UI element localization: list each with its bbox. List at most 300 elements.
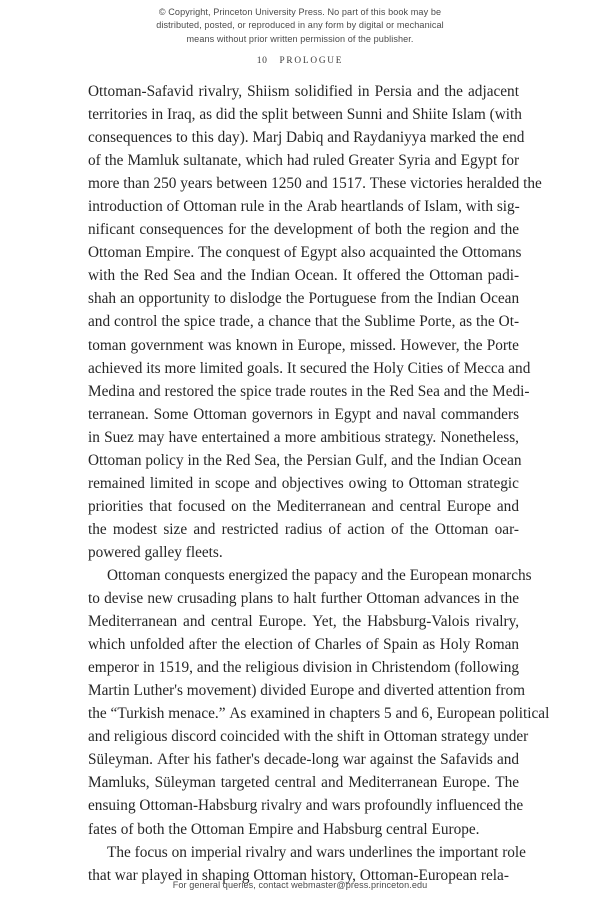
text-line <box>88 564 532 587</box>
word: Sublime <box>364 313 416 331</box>
word: in <box>268 198 281 216</box>
word: These <box>369 175 407 193</box>
copyright-notice <box>0 6 600 46</box>
word: as <box>422 636 436 654</box>
word: adjacent <box>468 83 519 100</box>
word: important <box>438 843 499 861</box>
text-line <box>88 264 519 287</box>
word: 1519, <box>158 659 193 677</box>
word: and <box>473 221 496 239</box>
word: “Turkish <box>110 705 165 723</box>
word: rivalry, <box>475 613 520 631</box>
word: Persian <box>306 451 352 469</box>
word: Süleyman. <box>88 751 154 769</box>
word: Ocean. <box>294 267 338 285</box>
text-line <box>88 449 522 472</box>
word: naval <box>402 405 436 423</box>
word: for <box>501 152 520 170</box>
word: Ottoman <box>253 866 307 884</box>
word: Egypt <box>460 152 498 170</box>
word: Ottoman-Safavid <box>88 83 194 100</box>
word: Europe. <box>442 774 491 792</box>
word: victories <box>410 175 463 193</box>
word: Mediterranean <box>88 613 178 631</box>
word: the <box>227 267 246 285</box>
word: Suez <box>104 428 134 446</box>
word: history, <box>310 866 357 884</box>
word: 5 <box>384 705 392 723</box>
word: years <box>180 175 213 193</box>
word: the <box>250 221 270 239</box>
word: discord <box>171 728 217 746</box>
word: the <box>161 313 181 331</box>
word: However, <box>400 336 460 354</box>
word: and <box>321 774 344 792</box>
word: that <box>149 497 172 515</box>
word: role <box>502 843 526 861</box>
page-number: 10 <box>256 55 268 66</box>
word: Ottoman <box>88 451 142 469</box>
word: and <box>361 566 384 584</box>
word: region <box>429 221 470 239</box>
word: Luther's <box>133 682 183 700</box>
text-line <box>88 149 519 172</box>
word: conquest <box>225 244 281 262</box>
word: Mecca <box>463 359 505 377</box>
word: Shiite <box>412 106 448 124</box>
word: divided <box>260 682 307 700</box>
word: in <box>317 405 330 423</box>
word: oar- <box>494 520 519 538</box>
word: plans <box>240 590 274 608</box>
word: spice <box>183 313 216 331</box>
word: restored <box>164 382 214 400</box>
word: goals. <box>246 359 284 377</box>
word: Medina <box>88 382 135 400</box>
word: Habsburg <box>323 820 383 838</box>
word: religious <box>113 728 168 746</box>
word: Sea <box>173 267 196 285</box>
word: of <box>283 244 297 262</box>
word: father's <box>215 751 260 769</box>
word: central <box>210 613 253 631</box>
word: Ottoman <box>183 198 237 216</box>
word: after <box>188 636 217 654</box>
word: European <box>436 705 496 723</box>
word: Habsburg-Valois <box>367 613 470 631</box>
text-line <box>88 725 529 748</box>
word: and <box>290 843 313 861</box>
text-line <box>88 818 519 841</box>
word: Islam, <box>424 198 462 216</box>
word: the <box>104 152 124 170</box>
word: 1250 <box>271 175 302 193</box>
word: central <box>399 497 442 515</box>
text-line <box>88 80 519 103</box>
running-head-title: PROLOGUE <box>279 56 344 66</box>
word: wars <box>316 843 345 861</box>
word: Mamluks, <box>88 774 150 792</box>
word: in <box>88 428 100 446</box>
word: of <box>166 198 180 216</box>
word: the <box>88 705 107 723</box>
word: 1517. <box>331 175 366 193</box>
word: unfolded <box>129 636 185 654</box>
word: terranean. <box>88 405 149 423</box>
word: his <box>193 751 212 769</box>
word: consequences <box>139 221 224 239</box>
word: have <box>168 428 198 446</box>
text-line <box>88 679 525 702</box>
word: more <box>284 428 317 446</box>
word: the <box>416 451 436 469</box>
word: of <box>447 359 460 377</box>
word: and <box>496 751 520 769</box>
word: did <box>215 106 236 124</box>
word: may <box>138 428 165 446</box>
word: as <box>199 106 213 124</box>
text-line <box>88 403 519 426</box>
word: Cities <box>407 359 444 377</box>
word: menace.” <box>168 705 226 723</box>
word: Indian <box>439 451 479 469</box>
word: the <box>439 244 459 262</box>
word: the <box>523 175 542 193</box>
word: and <box>434 152 457 170</box>
word: a <box>273 428 281 446</box>
paragraph-1 <box>88 80 542 564</box>
word: Ottoman <box>429 267 483 285</box>
word: of <box>391 520 404 538</box>
word: Ottoman <box>383 728 438 746</box>
word: under <box>493 728 529 746</box>
word: both <box>374 221 403 239</box>
word: The <box>107 843 131 861</box>
word: examined <box>250 705 310 723</box>
word: with <box>88 267 116 285</box>
word: new <box>147 590 173 608</box>
word: Europe, <box>297 336 346 354</box>
copyright-line-1: © Copyright, Princeton University Press. No part of this book may be <box>158 7 442 17</box>
word: in <box>355 659 368 677</box>
word: Ottoman <box>88 244 142 262</box>
word: the <box>217 382 237 400</box>
word: further <box>320 590 363 608</box>
word: padi- <box>487 267 520 285</box>
word: its <box>146 359 161 377</box>
word: an <box>120 290 135 308</box>
word: scope <box>214 474 250 492</box>
word: to <box>88 590 100 608</box>
word: both <box>137 820 165 838</box>
word: modest <box>112 520 158 538</box>
word: with <box>465 198 493 216</box>
word: Red <box>143 267 169 285</box>
text-line <box>88 702 550 725</box>
word: routes <box>309 382 348 400</box>
word: heralded <box>466 175 520 193</box>
word: Süleyman <box>154 774 216 792</box>
word: Europe. <box>258 613 307 631</box>
word: Red <box>389 382 414 400</box>
word: remained <box>88 474 145 492</box>
word: European <box>409 566 469 584</box>
word: size <box>163 520 188 538</box>
word: the <box>417 751 437 769</box>
text-line <box>88 495 519 518</box>
word: in <box>484 590 497 608</box>
word: The <box>495 774 520 792</box>
word: movement) <box>186 682 257 700</box>
word: Ottomans <box>461 244 522 262</box>
word: to <box>213 290 226 308</box>
word: election <box>244 636 293 654</box>
word: development <box>273 221 353 239</box>
text-line <box>88 287 519 310</box>
word: the <box>387 566 406 584</box>
word: the <box>444 83 463 100</box>
word: of <box>120 820 134 838</box>
word: and <box>327 129 350 147</box>
word: strategic <box>467 474 519 492</box>
word: to <box>175 129 188 147</box>
word: and <box>88 313 111 331</box>
word: Marj <box>252 129 283 147</box>
word: also <box>340 244 366 262</box>
word: the <box>500 590 520 608</box>
word: Ottoman <box>107 566 161 584</box>
word: the <box>285 290 305 308</box>
word: toman <box>88 336 127 354</box>
text-line <box>88 472 519 495</box>
text-line <box>88 241 522 264</box>
text-line <box>88 218 519 241</box>
word: Ottoman <box>190 820 245 838</box>
word: strategy. <box>384 428 437 446</box>
text-line <box>88 541 519 564</box>
word: in <box>187 451 200 469</box>
word: trade, <box>219 313 254 331</box>
word: more <box>164 359 196 377</box>
word: the <box>406 221 426 239</box>
word: Mediterranean <box>348 774 438 792</box>
text-line <box>88 334 519 357</box>
word: 250 <box>153 175 177 193</box>
word: action <box>347 520 385 538</box>
word: the <box>342 613 362 631</box>
word: conquests <box>164 566 225 584</box>
word: and <box>358 682 381 700</box>
word: Sea, <box>254 451 281 469</box>
word: the <box>203 451 222 469</box>
word: for <box>228 221 246 239</box>
word: and <box>508 359 531 377</box>
word: The <box>198 244 222 262</box>
text-line <box>88 587 519 610</box>
word: achieved <box>88 359 143 377</box>
word: 6, <box>421 705 433 723</box>
word: halt <box>293 590 317 608</box>
word: Christendom <box>371 659 451 677</box>
word: and <box>496 497 519 515</box>
word: of <box>88 152 101 170</box>
word: Ottoman <box>434 520 489 538</box>
word: influenced <box>436 797 501 815</box>
word: war <box>114 866 138 884</box>
word: limited <box>199 359 244 377</box>
word: targeted <box>220 774 270 792</box>
copyright-line-3: means without prior written permission of the publisher. <box>186 33 414 44</box>
word: in <box>198 474 211 492</box>
word: and <box>417 83 440 100</box>
word: day). <box>217 129 249 147</box>
word: Europe <box>310 682 355 700</box>
word: Mediterranean <box>276 497 366 515</box>
word: solidified <box>294 83 353 100</box>
copyright-line-2: distributed, posted, or reproduced in any form by digital or mechanical <box>156 20 444 31</box>
word: secured <box>300 359 347 377</box>
word: ensuing <box>88 797 136 815</box>
word: the <box>504 797 524 815</box>
word: the <box>463 336 483 354</box>
word: powered <box>88 543 141 561</box>
word: monarchs <box>472 566 532 584</box>
word: After <box>157 751 190 769</box>
word: consequences <box>88 129 173 147</box>
word: Ot- <box>498 313 520 331</box>
word: trade <box>275 382 306 400</box>
word: attention <box>437 682 492 700</box>
word: fates <box>88 820 117 838</box>
word: this <box>191 129 214 147</box>
word: Porte, <box>419 313 456 331</box>
word: Roman <box>474 636 520 654</box>
text-line <box>88 610 519 633</box>
word: the <box>469 382 489 400</box>
word: Charles <box>314 636 362 654</box>
word: and <box>395 705 418 723</box>
text-line <box>88 794 524 817</box>
word: and <box>386 106 409 124</box>
word: offered <box>356 267 401 285</box>
word: Europe. <box>431 820 480 838</box>
word: Medi- <box>492 382 530 400</box>
word: profoundly <box>364 797 433 815</box>
word: the <box>283 198 303 216</box>
word: against <box>369 751 414 769</box>
word: opportunity <box>138 290 210 308</box>
word: policy <box>145 451 184 469</box>
word: spice <box>240 382 272 400</box>
word: chapters <box>329 705 381 723</box>
word: Gulf, <box>355 451 388 469</box>
word: a <box>257 313 265 331</box>
word: focused <box>177 497 226 515</box>
word: central <box>386 820 428 838</box>
word: in <box>357 83 370 100</box>
word: ambitious <box>320 428 381 446</box>
word: and <box>375 405 398 423</box>
word: rela- <box>480 866 509 884</box>
word: crusading <box>177 590 237 608</box>
text-line <box>88 195 519 218</box>
word: in <box>368 728 380 746</box>
word: had <box>286 152 309 170</box>
text-line <box>88 748 519 771</box>
word: to <box>391 474 404 492</box>
word: Spain <box>383 636 419 654</box>
word: Ottoman-European <box>359 866 478 884</box>
word: Persia <box>374 83 412 100</box>
word: and <box>200 267 223 285</box>
word: restricted <box>221 520 279 538</box>
word: Ocean <box>480 290 520 308</box>
word: of <box>328 520 342 538</box>
word: division <box>302 659 352 677</box>
text-line <box>88 518 519 541</box>
word: and <box>196 659 219 677</box>
word: religious <box>245 659 299 677</box>
word: that <box>314 313 338 331</box>
word: from <box>380 290 411 308</box>
text-line <box>88 172 542 195</box>
word: the <box>88 520 107 538</box>
word: imperial <box>190 843 242 861</box>
word: fleets. <box>185 543 223 561</box>
text-line <box>88 126 525 149</box>
running-head <box>0 55 600 66</box>
word: wars <box>331 797 361 815</box>
word: Mamluk <box>127 152 180 170</box>
word: of <box>297 636 311 654</box>
word: shaping <box>201 866 250 884</box>
word: Ottoman-Habsburg <box>139 797 258 815</box>
word: the <box>405 267 425 285</box>
word: which <box>245 152 283 170</box>
word: Red <box>225 451 251 469</box>
word: Syria <box>398 152 431 170</box>
word: rivalry, <box>198 83 243 100</box>
word: commanders <box>440 405 520 423</box>
word: sultanate, <box>183 152 242 170</box>
word: more <box>88 175 120 193</box>
word: and <box>193 520 216 538</box>
word: the <box>291 566 311 584</box>
word: shift <box>337 728 365 746</box>
word: Islam <box>451 106 486 124</box>
word: in <box>142 659 155 677</box>
word: underlines <box>348 843 413 861</box>
word: the <box>314 728 334 746</box>
word: and <box>138 382 161 400</box>
word: the <box>283 451 303 469</box>
word: on <box>231 497 247 515</box>
word: the <box>222 659 242 677</box>
word: Dabiq <box>286 129 324 147</box>
word: (with <box>489 106 522 124</box>
word: war <box>342 751 366 769</box>
word: objectives <box>281 474 344 492</box>
word: and <box>443 382 466 400</box>
word: in <box>351 382 363 400</box>
word: the <box>409 520 429 538</box>
word: marked <box>430 129 476 147</box>
word: to <box>277 590 290 608</box>
word: shah <box>88 290 117 308</box>
word: the <box>366 382 386 400</box>
word: and <box>183 613 206 631</box>
word: in <box>151 106 164 124</box>
